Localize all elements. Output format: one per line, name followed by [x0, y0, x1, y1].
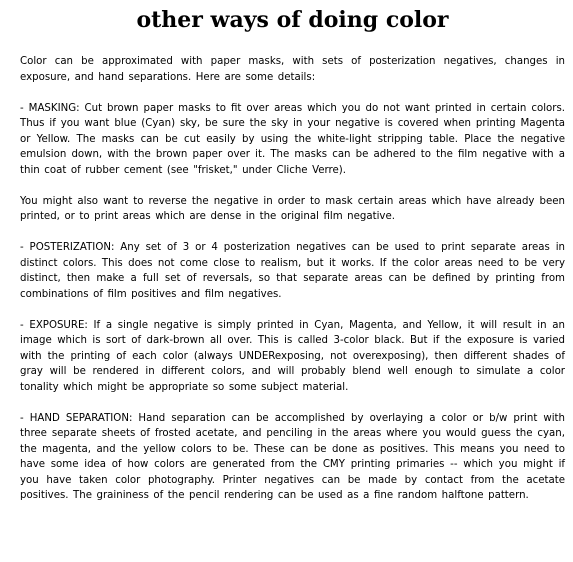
paragraph-reverse-negative: You might also want to reverse the negative in order to mask certain areas which have already been printed, or to print areas which are dense in the original film negative. — [20, 195, 565, 222]
page-title: other ways of doing color — [136, 7, 449, 33]
paragraph-posterization: - POSTERIZATION: Any set of 3 or 4 posterization negatives can be used to print separate areas in distinct colors. This does not come close to realism, but it works. If the color areas need to be very distinct, then make a full set of reversals, so that separate areas can be defined by printing from combinations of film positives and film negatives. — [20, 242, 565, 300]
document-body — [20, 54, 565, 504]
paragraph-intro: Color can be approximated with paper masks, with sets of posterization negatives, changes in exposure, and hand separations. Here are some details: — [20, 56, 565, 83]
paragraph-exposure: - EXPOSURE: If a single negative is simply printed in Cyan, Magenta, and Yellow, it will result in an image which is sort of dark-brown all over. This is called 3-color black. But if the exposure is varied with the printing of each color (always UNDERexposing, not overexposing), then different shades of gray will be rendered in different colors, and will probably blend well enough to simulate a color tonality which might be appropriate so some subject material. — [20, 319, 565, 393]
paragraph-hand-separation: - HAND SEPARATION: Hand separation can be accomplished by overlaying a color or b/w print with three separate sheets of frosted acetate, and penciling in the areas where you would guess the cyan, the magenta, and the yellow colors to be. These can be done as positives. This means you need to have some idea of how colors are generated from the CMY printing primaries -- which you might if you have taken color photography. Printer negatives can be made by contact from the acetate positives. The graininess of the pencil rendering can be used as a fine random halftone pattern. — [20, 412, 565, 501]
paragraph-masking: - MASKING: Cut brown paper masks to fit over areas which you do not want printed in certain colors. Thus if you want blue (Cyan) sky, be sure the sky in your negative is covered when printing Magenta or Yellow. The masks can be cut easily by using the white-light stripping table. Place the negative emulsion down, with the brown paper over it. The masks can be adhered to the film negative with a thin coat of rubber cement (see "frisket," under Cliche Verre). — [20, 102, 565, 176]
